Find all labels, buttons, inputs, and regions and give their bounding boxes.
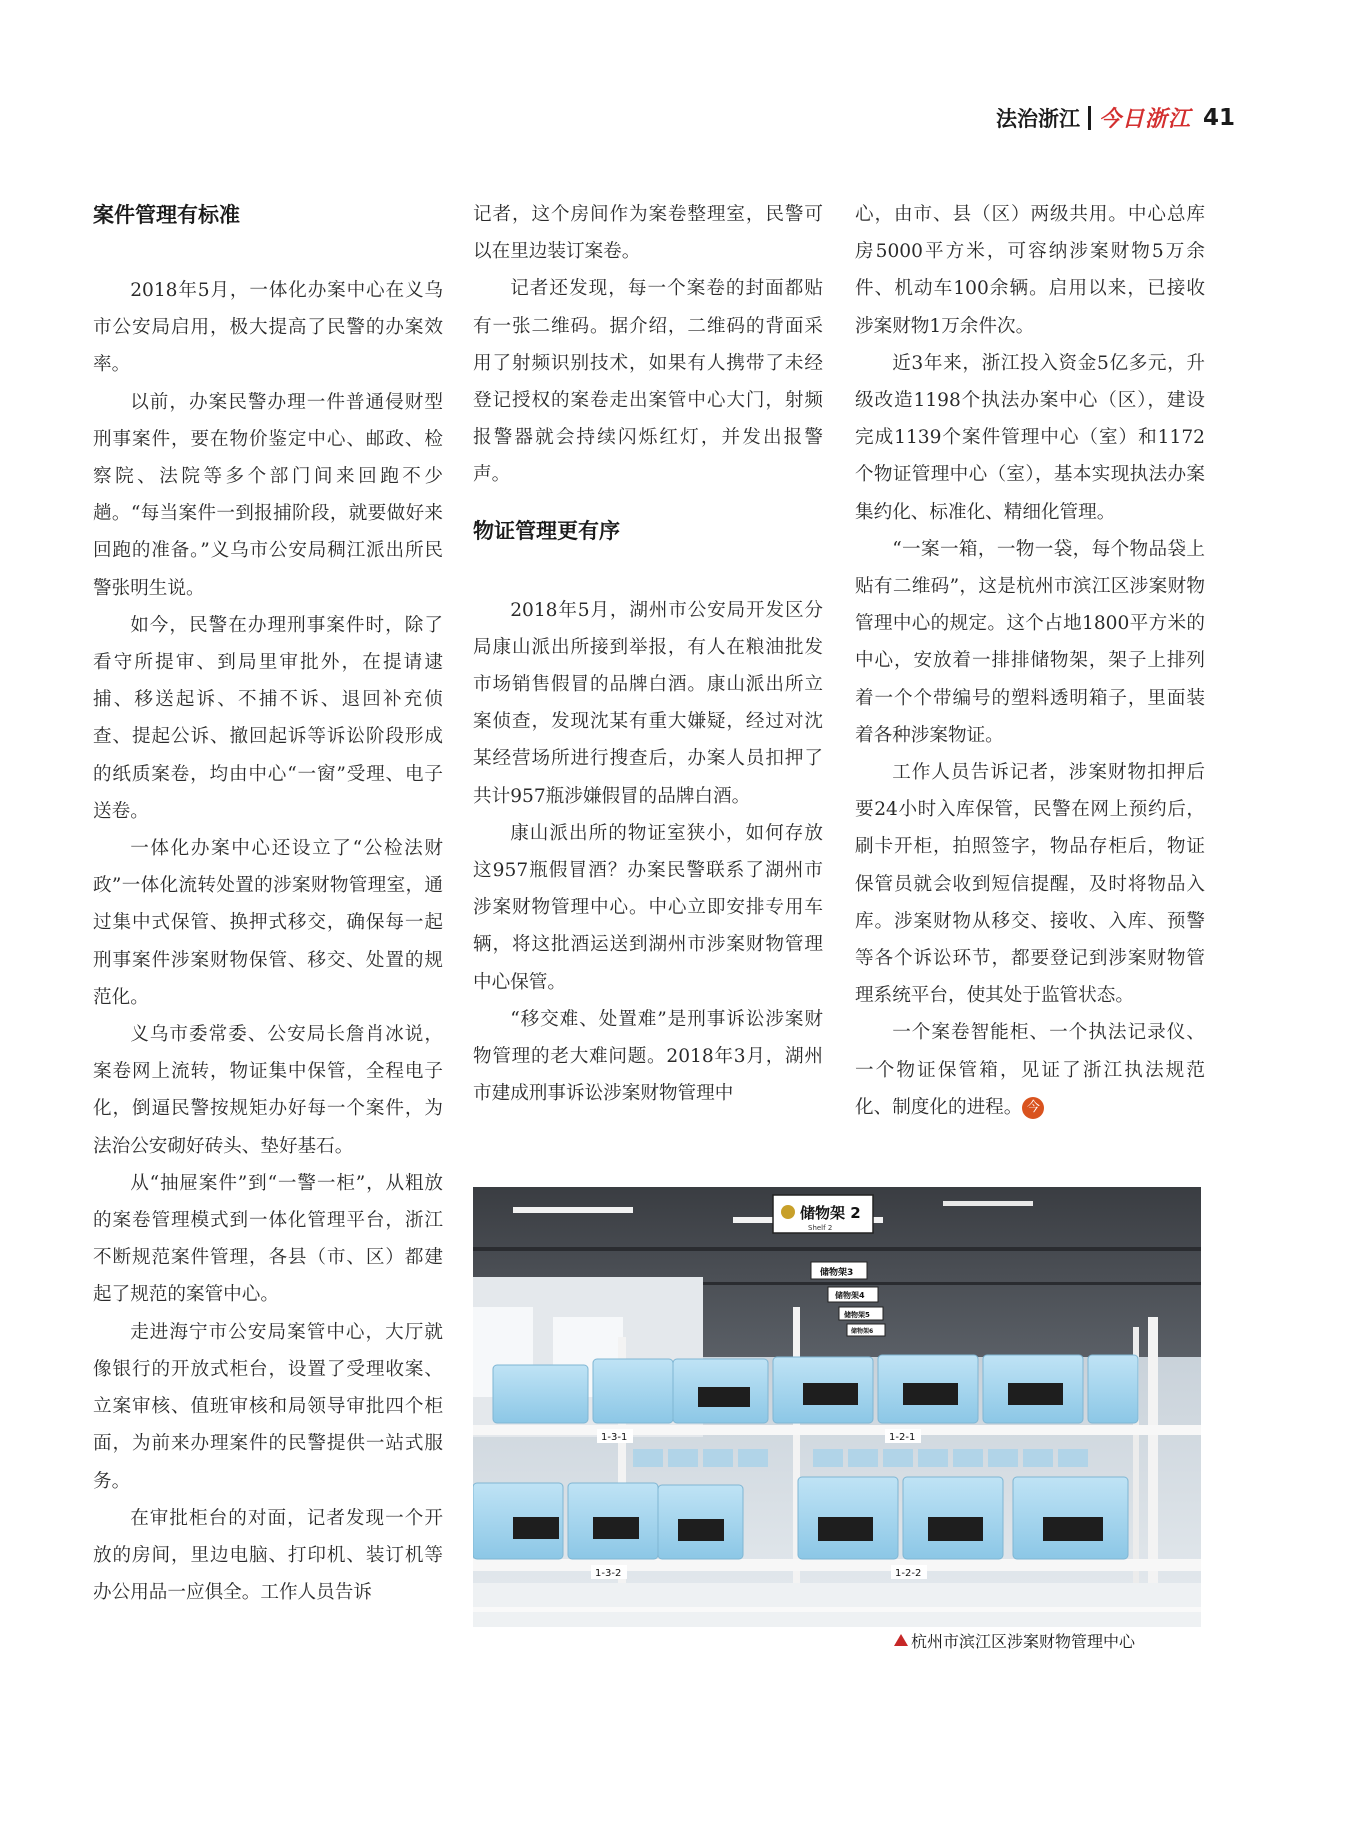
bin-position-label: 1-3-2 — [595, 1568, 622, 1579]
paragraph: 义乌市委常委、公安局长詹肖冰说，案卷网上流转，物证集中保管，全程电子化，倒逼民警按规矩办好每一个案件，为法治公安砌好砖头、垫好基石。 — [93, 1024, 443, 1157]
photo-caption — [888, 1628, 1141, 1652]
paragraph: 2018年5月，湖州市公安局开发区分局康山派出所接到举报，有人在粮油批发市场销售假冒的品牌白酒。康山派出所立案侦查，发现沈某有重大嫌疑，经过对沈某经营场所进行搜查后，办案人员扣押了共计957瓶涉嫌假冒的品牌白酒。 — [473, 599, 823, 807]
section-heading-case-management: 案件管理有标准 — [93, 203, 240, 227]
storage-room-illustration — [473, 1187, 1201, 1627]
section-heading-evidence-management: 物证管理更有序 — [473, 518, 620, 543]
sign-main-sublabel: Shelf 2 — [808, 1224, 833, 1232]
sign-label: 储物架5 — [844, 1311, 870, 1319]
paragraph: 从“抽屉案件”到“一警一柜”，从粗放的案卷管理模式到一体化管理平台，浙江不断规范案件管理，各县（市、区）都建起了规范的案管中心。 — [93, 1172, 443, 1306]
column-1 — [93, 198, 443, 1611]
caption-triangle-icon — [894, 1634, 908, 1646]
paragraph: 一体化办案中心还设立了“公检法财政”一体化流转处置的涉案财物管理室，通过集中式保管、换押式移交，确保每一起刑事案件涉案财物保管、移交、处置的规范化。 — [93, 838, 443, 1008]
caption-text: 杭州市滨江区涉案财物管理中心 — [911, 1631, 1136, 1651]
lower-bins — [473, 1477, 1128, 1559]
header-divider — [1088, 106, 1091, 130]
paragraph: “移交难、处置难”是刑事诉讼涉案财物管理的老大难问题。2018年3月，湖州市建成刑事诉讼涉案财物管理中 — [473, 1008, 823, 1105]
storage-room-photo — [473, 1187, 1201, 1627]
paragraph-continued: 记者，这个房间作为案卷整理室，民警可以在里边装订案卷。 — [473, 204, 823, 263]
paragraph: 如今，民警在办理刑事案件时，除了看守所提审、到局里审批外，在提请逮捕、移送起诉、不捕不诉、退回补充侦查、提起公诉、撤回起诉等诉讼阶段形成的纸质案卷，均由中心“一窗”受理、电子送卷。 — [93, 614, 443, 822]
page-header — [996, 102, 1235, 133]
column-2 — [473, 196, 823, 1112]
magazine-logo: 今日浙江 — [1098, 106, 1191, 132]
section-title: 法治浙江 — [995, 106, 1080, 131]
paragraph: 以前，办案民警办理一件普通侵财型刑事案件，要在物价鉴定中心、邮政、检察院、法院等多个部门间来回跑不少趟。“每当案件一到报捕阶段，就要做好来回跑的准备。”义乌市公安局稠江派出所民警张明生说。 — [93, 391, 443, 599]
paragraph: 在审批柜台的对面，记者发现一个开放的房间，里边电脑、打印机、装订机等办公用品一应俱全。工作人员告诉 — [93, 1507, 443, 1604]
paragraph: 康山派出所的物证室狭小，如何存放这957瓶假冒酒？办案民警联系了湖州市涉案财物管理中心。中心立即安排专用车辆，将这批酒运送到湖州市涉案财物管理中心保管。 — [473, 822, 823, 993]
sign-main-label: 储物架 2 — [800, 1204, 861, 1222]
closing-text: 一个案卷智能柜、一个执法记录仪、一个物证保管箱，见证了浙江执法规范化、制度化的进程。 — [855, 1022, 1205, 1118]
column-3 — [855, 196, 1205, 1126]
paragraph: 记者还发现，每一个案卷的封面都贴有一张二维码。据介绍，二维码的背面采用了射频识别技术，如果有人携带了未经登记授权的案卷走出案管中心大门，射频报警器就会持续闪烁红灯，并发出报警声。 — [473, 278, 823, 486]
sign-label: 储物架6 — [851, 1328, 874, 1335]
bin-position-label: 1-3-1 — [601, 1432, 628, 1443]
sign-label: 储物架4 — [835, 1291, 865, 1300]
paragraph: 走进海宁市公安局案管中心，大厅就像银行的开放式柜台，设置了受理收案、立案审核、值班审核和局领导审批四个柜面，为前来办理案件的民警提供一站式服务。 — [93, 1321, 443, 1492]
page-number: 41 — [1202, 104, 1235, 131]
paragraph-continued: 心，由市、县（区）两级共用。中心总库房5000平方米，可容纳涉案财物5万余件、机动车100余辆。启用以来，已接收涉案财物1万余件次。 — [855, 204, 1205, 337]
closing-paragraph — [855, 1014, 1205, 1126]
paragraph: 2018年5月，一体化办案中心在义乌市公安局启用，极大提高了民警的办案效率。 — [93, 280, 443, 376]
sign-label: 储物架3 — [820, 1268, 854, 1278]
bin-position-label: 1-2-1 — [889, 1432, 916, 1443]
paragraph: 工作人员告诉记者，涉案财物扣押后要24小时入库保管，民警在网上预约后，刷卡开柜，拍照签字，物品存柜后，物证保管员就会收到短信提醒，及时将物品入库。涉案财物从移交、接收、入库、预警等各个诉讼环节，都要登记到涉案财物管理系统平台，使其处于监管状态。 — [855, 762, 1205, 1007]
paragraph: “一案一箱，一物一袋，每个物品袋上贴有二维码”，这是杭州市滨江区涉案财物管理中心的规定。这个占地1800平方米的中心，安放着一排排储物架，架子上排列着一个个带编号的塑料透明箱子，里面装着各种涉案物证。 — [855, 538, 1205, 746]
end-mark-icon: 今 — [1022, 1097, 1044, 1119]
paragraph: 近3年来，浙江投入资金5亿多元，升级改造1198个执法办案中心（区），建设完成1139个案件管理中心（室）和1172个物证管理中心（室），基本实现执法办案集约化、标准化、精细化管理。 — [855, 352, 1205, 523]
bin-position-label: 1-2-2 — [895, 1568, 922, 1579]
